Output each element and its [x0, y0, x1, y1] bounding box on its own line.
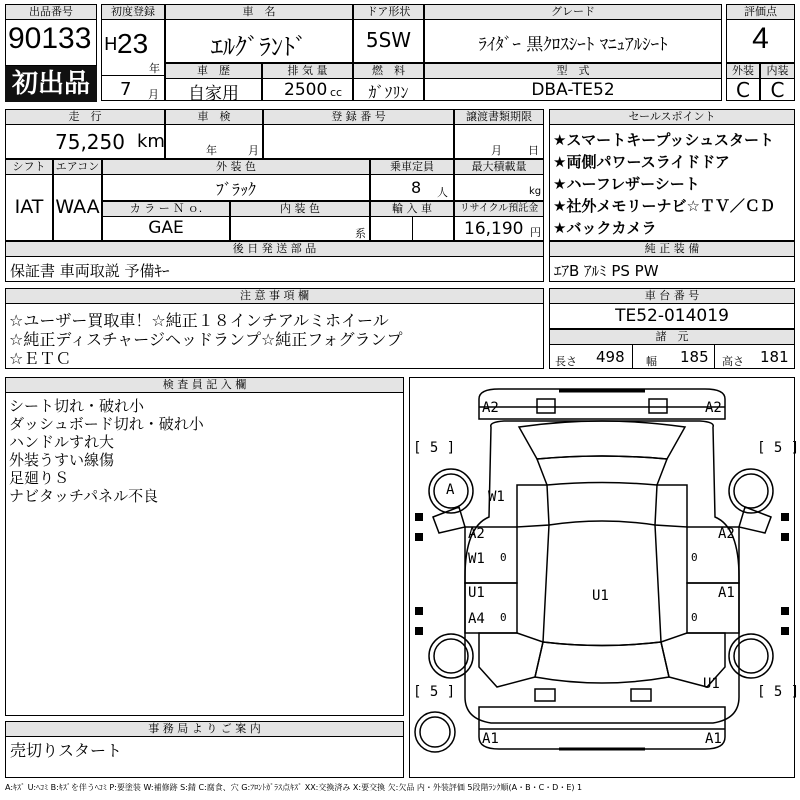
- year-unit: 年: [149, 62, 160, 75]
- notes-title: 注 意 事 項 欄: [5, 288, 544, 304]
- capacity-unit: 人: [437, 186, 448, 199]
- first-listing-badge: 初出品: [5, 66, 97, 102]
- capacity: 8: [411, 178, 422, 197]
- damage-mark: A2: [718, 526, 735, 542]
- divider: [101, 75, 165, 76]
- model-label: 型 式: [424, 63, 722, 79]
- damage-mark: 0: [691, 551, 698, 564]
- damage-mark: 0: [500, 551, 507, 564]
- damage-mark: U1: [703, 676, 720, 692]
- lot-number: 90133: [8, 22, 92, 55]
- chassis-title: 車 台 番 号: [549, 288, 795, 304]
- inspector-line: シート切れ・破れ小: [9, 397, 145, 415]
- inspector-line: 外装うすい線傷: [9, 451, 115, 469]
- car-name: ｴﾙｸﾞﾗﾝﾄﾞ: [211, 33, 307, 61]
- damage-mark: A2: [468, 526, 485, 542]
- displacement-label: 排 気 量: [262, 63, 353, 79]
- length-label: 長さ: [555, 355, 577, 368]
- model: DBA-TE52: [531, 80, 615, 100]
- fuel-label: 燃 料: [353, 63, 424, 79]
- load-unit: kg: [529, 186, 542, 197]
- inspector-line: ハンドルすれ大: [9, 433, 115, 451]
- office-title: 事 務 局 よ り ご 案 内: [5, 721, 404, 737]
- transfer-label: 譲渡書類期限: [454, 109, 544, 125]
- damage-mark: 0: [500, 611, 507, 624]
- recycle-fee: 16,190: [464, 219, 524, 239]
- car-diagram: [409, 377, 795, 778]
- mileage-unit: km: [137, 131, 165, 152]
- tire-mark: [ 5 ]: [413, 440, 456, 456]
- height: 181: [760, 348, 789, 366]
- shift-label: シフト: [5, 159, 53, 175]
- displacement-unit: cc: [330, 86, 343, 99]
- first-reg-label: 初度登録: [101, 4, 165, 20]
- inspection-label: 車 検: [165, 109, 263, 125]
- later-parts: 保証書 車両取説 予備ｷｰ: [10, 262, 170, 280]
- plate-label: 登 録 番 号: [263, 109, 454, 125]
- specs-title: 諸 元: [549, 329, 795, 345]
- tire-mark: [ 5 ]: [757, 684, 800, 700]
- month-unit: 月: [148, 88, 159, 101]
- equipment-title: 純 正 装 備: [549, 241, 795, 257]
- import-label: 輸 入 車: [370, 201, 454, 217]
- damage-mark: W1: [488, 489, 505, 505]
- int-grade: C: [770, 78, 785, 102]
- transfer-day-unit: 日: [528, 144, 539, 157]
- history: 自家用: [188, 84, 239, 104]
- length: 498: [596, 348, 625, 366]
- ac: WAA: [55, 196, 100, 218]
- note-line: ☆ユーザー買取車！☆純正１８インチアルミホイール: [9, 311, 389, 330]
- transfer-month-unit: 月: [491, 144, 502, 157]
- sales-point: ★両側パワースライドドア: [553, 153, 730, 171]
- width: 185: [680, 348, 709, 366]
- import-divider: [412, 216, 413, 241]
- damage-mark: A1: [705, 731, 722, 747]
- specs-divider: [632, 344, 633, 369]
- inspection-year-unit: 年: [206, 144, 217, 157]
- reg-year: 23: [117, 28, 149, 59]
- inspector-line: 足廻りＳ: [9, 469, 70, 487]
- era: H: [104, 34, 118, 55]
- mileage-label: 走 行: [5, 109, 165, 125]
- int-grade-label: 内装: [760, 63, 795, 79]
- height-label: 高さ: [722, 355, 744, 368]
- shift: IAT: [14, 196, 44, 218]
- tire-mark: [ 5 ]: [413, 684, 456, 700]
- sales-point: ★社外メモリーナビ☆ＴＶ／ＣＤ: [553, 197, 775, 215]
- capacity-label: 乗車定員: [370, 159, 454, 175]
- ext-grade-label: 外装: [726, 63, 760, 79]
- damage-mark: A2: [482, 400, 499, 416]
- spare-tire-mark: A: [446, 482, 455, 498]
- note-line: ☆純正ディスチャージヘッドランプ☆純正フォグランプ: [9, 330, 403, 349]
- specs-divider: [714, 344, 715, 369]
- door-shape: 5SW: [365, 28, 412, 52]
- note-line: ☆ＥＴＣ: [9, 349, 72, 368]
- legend: A:ｷｽﾞ U:ﾍｺﾐ B:ｷｽﾞを伴うﾍｺﾐ P:要塗装 W:補修跡 S:錆 C:腐食、穴 G:ﾌﾛﾝﾄｶﾞﾗｽ点ｷｽﾞ XX:交換済み X:要交換 欠:欠品 内・外装評価 5段階ﾗﾝｸ順(A・B・C・D・E) 1: [5, 783, 583, 792]
- car-name-label: 車 名: [165, 4, 353, 20]
- inspector-line: ナビタッチパネル不良: [9, 487, 159, 505]
- int-color-unit: 系: [355, 227, 366, 240]
- office-notice: 売切りスタート: [10, 741, 123, 760]
- damage-mark: U1: [468, 585, 485, 601]
- damage-mark: A1: [482, 731, 499, 747]
- damage-mark: 0: [691, 611, 698, 624]
- later-parts-title: 後 日 発 送 部 品: [5, 241, 544, 257]
- ac-label: エアコン: [53, 159, 102, 175]
- recycle-label: リサイクル預託金: [454, 201, 544, 217]
- inspection-month-unit: 月: [248, 144, 259, 157]
- grade-label: グレード: [424, 4, 722, 20]
- load-label: 最大積載量: [454, 159, 544, 175]
- damage-mark: A2: [705, 400, 722, 416]
- damage-mark: A1: [718, 585, 735, 601]
- equipment: ｴｱB ｱﾙﾐ PS PW: [554, 262, 659, 280]
- sales-points-title: セールスポイント: [549, 109, 795, 125]
- sales-point: ★バックカメラ: [553, 219, 657, 237]
- chassis-number: TE52-014019: [615, 306, 729, 326]
- mileage: 75,250: [55, 130, 125, 154]
- tire-mark: [ 5 ]: [757, 440, 800, 456]
- int-color-label: 内 装 色: [230, 201, 370, 217]
- color-no: GAE: [148, 218, 184, 238]
- inspector-line: ダッシュボード切れ・破れ小: [9, 415, 204, 433]
- score: 4: [752, 22, 769, 55]
- damage-mark: A4: [468, 611, 485, 627]
- history-label: 車 歴: [165, 63, 262, 79]
- recycle-unit: 円: [530, 226, 541, 239]
- width-label: 幅: [646, 355, 657, 368]
- inspector-title: 検 査 員 記 入 欄: [5, 377, 404, 393]
- reg-month: 7: [120, 79, 132, 100]
- grade: ﾗｲﾀﾞｰ 黒ｸﾛｽｼｰﾄ ﾏﾆｭｱﾙｼｰﾄ: [478, 35, 668, 55]
- sales-point: ★ハーフレザーシート: [553, 175, 700, 193]
- specs-box: [549, 344, 795, 369]
- ext-color: ﾌﾞﾗｯｸ: [215, 180, 256, 199]
- displacement: 2500: [284, 80, 328, 100]
- ext-color-label: 外 装 色: [102, 159, 370, 175]
- damage-mark: U1: [592, 588, 609, 604]
- ext-grade: C: [736, 78, 750, 102]
- score-label: 評価点: [726, 4, 795, 20]
- plate-box: [263, 124, 454, 159]
- lot-number-label: 出品番号: [5, 4, 97, 20]
- door-label: ドア形状: [353, 4, 424, 20]
- damage-mark: W1: [468, 551, 485, 567]
- color-no-label: カ ラ ー Ｎ ｏ.: [102, 201, 230, 217]
- sales-point: ★スマートキープッシュスタート: [553, 131, 775, 149]
- int-color-box: [230, 216, 370, 241]
- fuel: ｶﾞｿﾘﾝ: [368, 83, 409, 102]
